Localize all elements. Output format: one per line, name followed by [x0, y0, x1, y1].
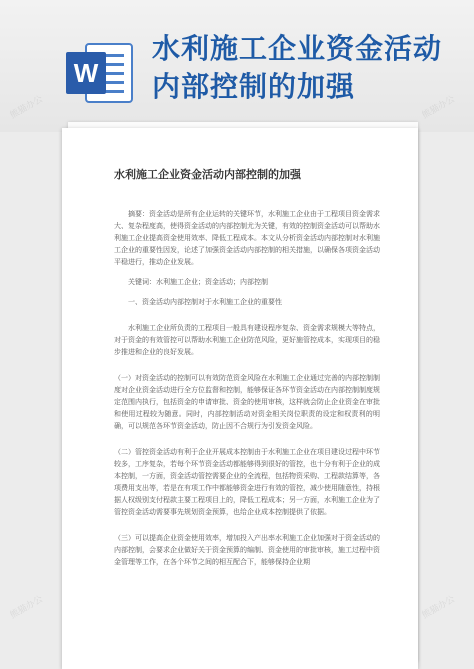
watermark: 熊猫办公: [8, 94, 45, 122]
word-document-icon: [62, 38, 138, 108]
paragraph-3: （三）可以提高企业资金使用效率，增加投入产出率水利施工企业加强对于资金活动的内部控制，会要求企业做好关于资金预算的编制、资金使用的审批审核，施工过程中资金管理等工作，在各个环节之间的相互配合下，能够保持企业期: [114, 534, 380, 566]
hero-title: [152, 30, 462, 106]
hero-title-line2: 内部控制的加强: [152, 70, 356, 103]
word-icon-letter: W: [73, 58, 99, 88]
watermark: 熊猫办公: [8, 594, 45, 622]
document-title: 水利施工企业资金活动内部控制的加强: [114, 168, 301, 181]
paragraph-2: （二）管控资金活动有利于企业开展成本控制由于水利施工企业在项目建设过程中环节较多，工序复杂，若每个环节资金活动都能够得到很好的管控，也十分有利于企业的成本控制，一方面，资金活动管控需要企业的全流程，包括物资采购、工程款结算等，各项费用支出等，若是在有项工作中都能够资金进行有效的管控，减少使用随意性，持根据人权级别支付程款主要工程项目上的，降低工程成本；另一方面，水利施工企业为了管控资金活动需要事先规划资金预算，也给企业成本控制提供了依据。: [114, 448, 380, 516]
paragraph-1: （一）对资金活动的控制可以有效防范资金风险在水利施工企业通过完善的内部控制制度对企业资金活动进行全方位监督和控制，能够保证各环节资金活动在内部控制制度规定范围内执行，包括资金的申请审批、资金的使用审核，这样就会防止企业资金在审批和使用过程较为随意。同时，内部控制活动对资金相关岗位职责的设定和权责利的明确，可以规范各环节资金活动，防止因不合规行为引发资金风险。: [114, 374, 380, 430]
intro-paragraph: 水利施工企业所负责的工程项目一般具有建设程序复杂、资金需求规模大等特点，对于资金的有效管控可以帮助水利施工企业防范风险，更好施管控成本，实现项目的稳步推进和企业的良好发展。: [114, 324, 380, 356]
watermark: 熊猫办公: [420, 594, 457, 622]
document-page: [62, 128, 418, 669]
document-content: [114, 168, 380, 576]
abstract-paragraph: 摘要：资金活动是所有企业运转的关键环节，水利施工企业由于工程项目资金需求大、复杂程度高，使得资金活动的内部控制尤为关键，有效的控制资金活动可以帮助水利施工企业提高资金使用效率、降低工程成本。本文从分析资金活动内部控制对水利施工企业的重要性因发，论述了加强资金活动内部控制的相关措施，以确保各项资金活动平稳进行，推动企业发展。: [114, 210, 380, 266]
keywords-line: 关键词：水利施工企业；资金活动；内部控制: [128, 278, 268, 286]
hero-title-line1: 水利施工企业资金活动: [152, 32, 443, 65]
watermark: 熊猫办公: [420, 94, 457, 122]
section-heading: 一、资金活动内部控制对于水利施工企业的重要性: [128, 298, 282, 306]
